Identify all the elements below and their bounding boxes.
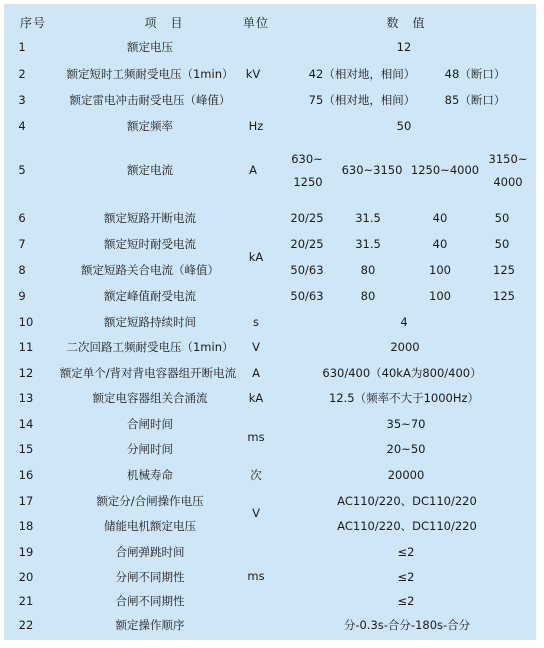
row-value: 630~3150 [341, 163, 403, 177]
row-value: 4000 [493, 175, 523, 189]
row-value: 31.5 [355, 237, 381, 251]
row-value: 42（相对地，相间） [308, 67, 416, 81]
row-item: 额定电流 [127, 163, 173, 177]
row-value: 50/63 [290, 263, 324, 277]
row-value: 85（断口） [444, 93, 506, 107]
row-no: 21 [18, 594, 34, 608]
row-item: 分闸时间 [127, 442, 173, 456]
row-value: 100 [429, 263, 451, 277]
row-no: 6 [18, 211, 26, 225]
row-value: ≤2 [397, 594, 415, 608]
row-no: 5 [18, 163, 26, 177]
row-value: 100 [429, 289, 451, 303]
row-value: 20000 [387, 468, 425, 482]
row-value: 50 [494, 237, 510, 251]
row-no: 7 [18, 237, 26, 251]
row-item: 额定短时工频耐受电压（1min） [66, 67, 234, 81]
row-no: 4 [18, 119, 26, 133]
row-no: 19 [18, 545, 34, 559]
row-value: 20/25 [290, 211, 324, 225]
row-unit: kV [245, 67, 261, 81]
row-item: 机械寿命 [127, 468, 173, 482]
row-no: 8 [18, 263, 26, 277]
row-item: 合闸不同期性 [115, 594, 185, 608]
row-value: 分-0.3s-合分-180s-合分 [343, 618, 471, 632]
row-value: 1250~4000 [410, 163, 480, 177]
row-item: 额定操作顺序 [115, 618, 185, 632]
row-no: 13 [18, 391, 34, 405]
row-item: 额定短路持续时间 [104, 315, 196, 329]
row-unit: kA [248, 391, 264, 405]
row-value: 630~ [291, 152, 323, 166]
row-no: 3 [18, 93, 26, 107]
row-value: 50 [494, 211, 510, 225]
row-value: 20~50 [386, 442, 426, 456]
row-value: 40 [432, 211, 448, 225]
row-value: AC110/220、DC110/220 [337, 494, 477, 508]
row-item: 额定单个/背对背电容器组开断电流 [59, 366, 237, 380]
row-no: 10 [18, 315, 34, 329]
row-no: 15 [18, 442, 34, 456]
row-value: 1250 [293, 175, 323, 189]
row-item: 额定频率 [127, 119, 173, 133]
row-value: 31.5 [355, 211, 381, 225]
row-item: 额定短时耐受电流 [104, 237, 196, 251]
row-value: 12 [396, 40, 412, 54]
row-no: 9 [18, 289, 26, 303]
row-unit: ms [247, 569, 265, 583]
header-no: 序号 [19, 16, 47, 30]
row-value: 75（相对地，相间） [308, 93, 416, 107]
row-unit: 次 [250, 468, 262, 482]
row-unit: Hz [248, 119, 264, 133]
row-no: 20 [18, 570, 34, 584]
row-item: 额定电压 [127, 40, 173, 54]
row-no: 14 [18, 417, 34, 431]
row-value: ≤2 [397, 545, 415, 559]
row-value: 2000 [390, 340, 420, 354]
row-value: 35~70 [386, 417, 426, 431]
row-item: 分闸不同期性 [115, 570, 185, 584]
row-unit: kA [248, 250, 264, 264]
row-no: 22 [18, 618, 34, 632]
row-item: 储能电机额定电压 [104, 519, 196, 533]
row-no: 17 [18, 494, 34, 508]
row-value: 50/63 [290, 289, 324, 303]
row-value: 3150~ [488, 152, 528, 166]
header-value: 数 值 [386, 16, 426, 30]
row-unit: s [253, 315, 259, 329]
row-no: 16 [18, 468, 34, 482]
row-value: 50 [396, 119, 412, 133]
row-value: 125 [493, 289, 515, 303]
row-no: 11 [18, 340, 34, 354]
header-item: 项 目 [144, 16, 184, 30]
row-item: 额定电容器组关合涌流 [92, 391, 208, 405]
row-value: ≤2 [397, 570, 415, 584]
row-item: 额定雷电冲击耐受电压（峰值） [69, 93, 231, 107]
row-value: 4 [400, 315, 408, 329]
row-value: AC110/220、DC110/220 [337, 519, 477, 533]
row-item: 合闸时间 [127, 417, 173, 431]
row-no: 18 [18, 519, 34, 533]
row-unit: ms [247, 430, 265, 444]
row-value: 12.5（频率不大于1000Hz） [328, 391, 480, 405]
row-value: 48（断口） [444, 67, 506, 81]
row-value: 80 [360, 263, 376, 277]
row-item: 额定峰值耐受电流 [104, 289, 196, 303]
row-no: 2 [18, 67, 26, 81]
row-unit: A [252, 366, 260, 380]
row-item: 二次回路工频耐受电压（1min） [66, 340, 234, 354]
header-unit: 单位 [242, 16, 270, 30]
row-unit: V [252, 506, 260, 520]
row-item: 额定短路开断电流 [104, 211, 196, 225]
row-value: 40 [432, 237, 448, 251]
row-no: 1 [18, 40, 26, 54]
spec-table [4, 4, 536, 640]
row-item: 额定短路关合电流（峰值） [81, 263, 219, 277]
row-item: 合闸弹跳时间 [115, 545, 185, 559]
row-value: 125 [493, 263, 515, 277]
row-item: 额定分/合闸操作电压 [96, 494, 204, 508]
row-value: 630/400（40kA为800/400） [322, 366, 482, 380]
row-value: 20/25 [290, 237, 324, 251]
row-no: 12 [18, 366, 34, 380]
row-unit: V [252, 340, 260, 354]
row-unit: A [249, 163, 257, 177]
row-value: 80 [360, 289, 376, 303]
